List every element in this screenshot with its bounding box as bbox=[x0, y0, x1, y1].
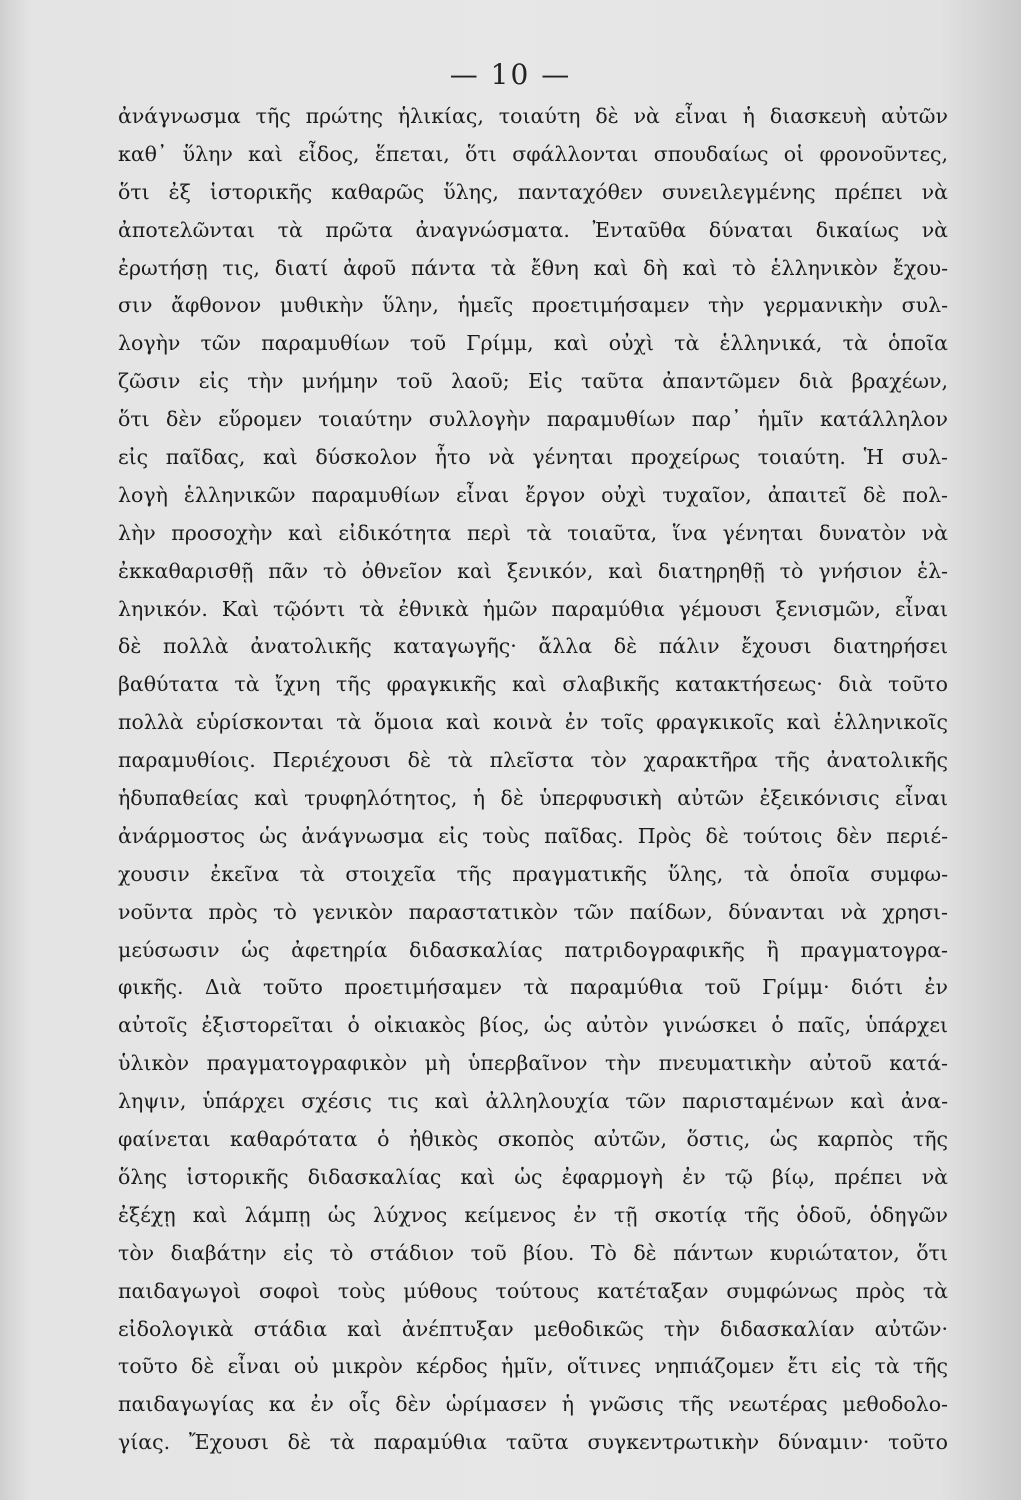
text-line: παιδαγωγίας κα ἐν οἷς δὲν ὡρίμασεν ἡ γνῶσις τῆς νεωτέρας μεθοδολο- bbox=[118, 1392, 948, 1417]
body-text bbox=[118, 98, 948, 1462]
text-line: φαίνεται καθαρότατα ὁ ἠθικὸς σκοπὸς αὐτῶν, ὅστις, ὡς καρπὸς τῆς bbox=[118, 1127, 948, 1152]
text-line: τοῦτο δὲ εἶναι οὐ μικρὸν κέρδος ἡμῖν, οἵτινες νηπιάζομεν ἔτι εἰς τὰ τῆς bbox=[118, 1354, 948, 1379]
text-line: λογὴν τῶν παραμυθίων τοῦ Γρίμμ, καὶ οὐχὶ τὰ ἑλληνικά, τὰ ὁποῖα bbox=[118, 331, 948, 356]
text-line: ληψιν, ὑπάρχει σχέσις τις καὶ ἀλληλουχία τῶν παρισταμένων καὶ ἀνα- bbox=[118, 1089, 948, 1114]
text-line: αὐτοῖς ἐξιστορεῖται ὁ οἰκιακὸς βίος, ὡς αὐτὸν γινώσκει ὁ παῖς, ὑπάρχει bbox=[118, 1013, 948, 1038]
text-line: πολλὰ εὑρίσκονται τὰ ὅμοια καὶ κοινὰ ἐν τοῖς φραγκικοῖς καὶ ἑλληνικοῖς bbox=[118, 710, 948, 735]
text-line: τὸν διαβάτην εἰς τὸ στάδιον τοῦ βίου. Τὸ δὲ πάντων κυριώτατον, ὅτι bbox=[118, 1240, 948, 1265]
text-line: ὅτι δὲν εὕρομεν τοιαύτην συλλογὴν παραμυθίων παρ᾽ ἡμῖν κατάλληλον bbox=[118, 407, 948, 432]
text-line: ἀνάγνωσμα τῆς πρώτης ἡλικίας, τοιαύτη δὲ νὰ εἶναι ἡ διασκευὴ αὐτῶν bbox=[118, 104, 948, 128]
text-line: καθ᾽ ὕλην καὶ εἶδος, ἕπεται, ὅτι σφάλλονται σπουδαίως οἱ φρονοῦντες, bbox=[118, 141, 948, 166]
text-line: βαθύτατα τὰ ἴχνη τῆς φραγκικῆς καὶ σλαβικῆς κατακτήσεως· διὰ τοῦτο bbox=[118, 672, 948, 697]
text-line: παραμυθίοις. Περιέχουσι δὲ τὰ πλεῖστα τὸν χαρακτῆρα τῆς ἀνατολικῆς bbox=[118, 748, 948, 773]
text-line: ὑλικὸν πραγματογραφικὸν μὴ ὑπερβαῖνον τὴν πνευματικὴν αὐτοῦ κατά- bbox=[118, 1051, 948, 1076]
text-line: ἐκκαθαρισθῇ πᾶν τὸ ὀθνεῖον καὶ ξενικόν, καὶ διατηρηθῇ τὸ γνήσιον ἑλ- bbox=[118, 558, 948, 583]
text-line: ὅτι ἐξ ἱστορικῆς καθαρῶς ὕλης, πανταχόθεν συνειλεγμένης πρέπει νὰ bbox=[118, 179, 948, 204]
text-line: εἰδολογικὰ στάδια καὶ ἀνέπτυξαν μεθοδικῶς τὴν διδασκαλίαν αὐτῶν· bbox=[118, 1316, 948, 1341]
text-line: εἰς παῖδας, καὶ δύσκολον ἦτο νὰ γένηται προχείρως τοιαύτη. Ἡ συλ- bbox=[118, 445, 948, 470]
text-line: ὅλης ἱστορικῆς διδασκαλίας καὶ ὡς ἐφαρμογὴ ἐν τῷ βίῳ, πρέπει νὰ bbox=[118, 1164, 948, 1189]
text-line: μεύσωσιν ὡς ἀφετηρία διδασκαλίας πατριδογραφικῆς ἢ πραγματογρα- bbox=[118, 937, 948, 962]
text-line: παιδαγωγοὶ σοφοὶ τοὺς μύθους τούτους κατέταξαν συμφώνως πρὸς τὰ bbox=[118, 1278, 948, 1303]
text-line: γίας. Ἔχουσι δὲ τὰ παραμύθια ταῦτα συγκεντρωτικὴν δύναμιν· τοῦτο bbox=[118, 1430, 948, 1455]
text-line: λογὴ ἑλληνικῶν παραμυθίων εἶναι ἔργον οὐχὶ τυχαῖον, ἀπαιτεῖ δὲ πολ- bbox=[118, 482, 948, 507]
text-line: νοῦντα πρὸς τὸ γενικὸν παραστατικὸν τῶν παίδων, δύνανται νὰ χρησι- bbox=[118, 899, 948, 924]
text-line: ἐξέχῃ καὶ λάμπῃ ὡς λύχνος κείμενος ἐν τῇ σκοτίᾳ τῆς ὁδοῦ, ὁδηγῶν bbox=[118, 1202, 948, 1227]
text-line: ἐρωτήσῃ τις, διατί ἀφοῦ πάντα τὰ ἔθνη καὶ δὴ καὶ τὸ ἑλληνικὸν ἔχου- bbox=[118, 255, 948, 280]
text-line: ἀνάρμοστος ὡς ἀνάγνωσμα εἰς τοὺς παῖδας. Πρὸς δὲ τούτοις δὲν περιέ- bbox=[118, 823, 948, 848]
text-line: χουσιν ἐκεῖνα τὰ στοιχεῖα τῆς πραγματικῆς ὕλης, τὰ ὁποῖα συμφω- bbox=[118, 861, 948, 886]
text-line: φικῆς. Διὰ τοῦτο προετιμήσαμεν τὰ παραμύθια τοῦ Γρίμμ· διότι ἐν bbox=[118, 975, 948, 1000]
page-number: — 10 — bbox=[449, 58, 572, 91]
text-line: ἀποτελῶνται τὰ πρῶτα ἀναγνώσματα. Ἐνταῦθα δύναται δικαίως νὰ bbox=[118, 217, 948, 242]
text-line: δὲ πολλὰ ἀνατολικῆς καταγωγῆς· ἄλλα δὲ πάλιν ἔχουσι διατηρήσει bbox=[118, 634, 948, 659]
text-line: ἡδυπαθείας καὶ τρυφηλότητος, ἡ δὲ ὑπερφυσικὴ αὐτῶν ἐξεικόνισις εἶναι bbox=[118, 786, 948, 811]
text-line: λὴν προσοχὴν καὶ εἰδικότητα περὶ τὰ τοιαῦτα, ἵνα γένηται δυνατὸν νὰ bbox=[118, 520, 948, 545]
text-line: ληνικόν. Καὶ τῷόντι τὰ ἐθνικὰ ἡμῶν παραμύθια γέμουσι ξενισμῶν, εἶναι bbox=[118, 596, 948, 621]
text-line: ζῶσιν εἰς τὴν μνήμην τοῦ λαοῦ; Εἰς ταῦτα ἀπαντῶμεν διὰ βραχέων, bbox=[118, 369, 948, 394]
text-line: σιν ἄφθονον μυθικὴν ὕλην, ἡμεῖς προετιμήσαμεν τὴν γερμανικὴν συλ- bbox=[118, 293, 948, 318]
